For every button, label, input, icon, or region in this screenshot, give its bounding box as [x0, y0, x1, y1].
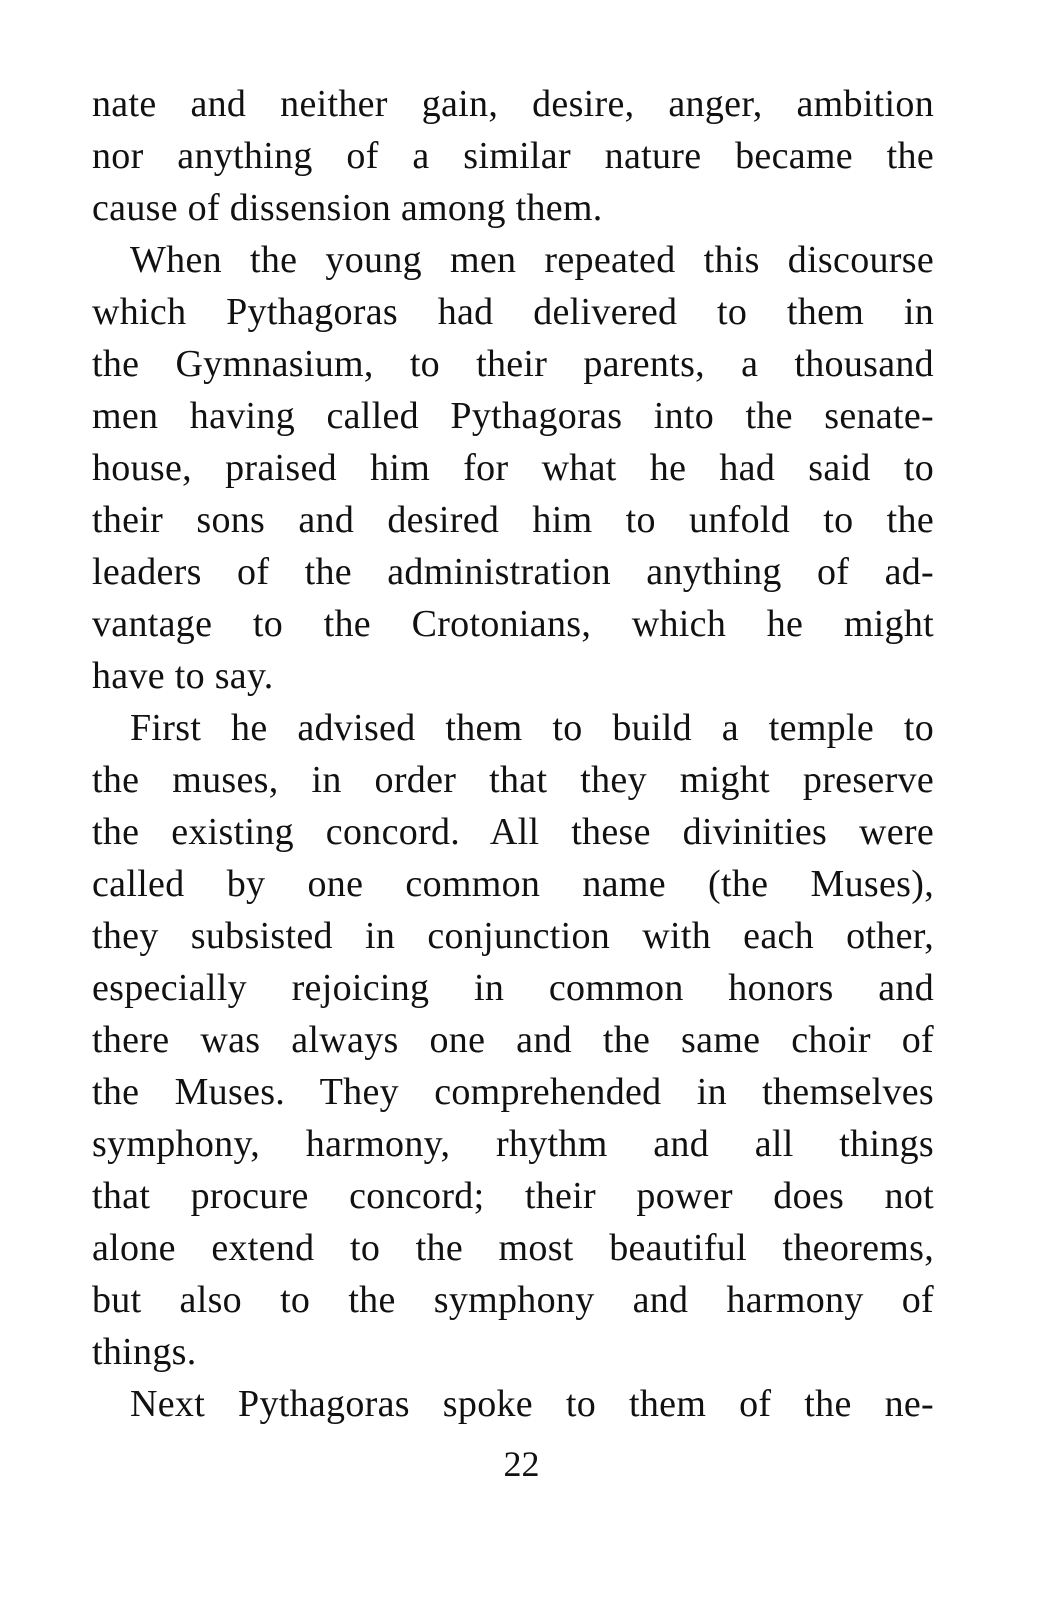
text-line: have to say. [92, 655, 274, 697]
text-line: First he advised them to build a temple to [130, 707, 934, 749]
text-line: Next Pythagoras spoke to them of the ne- [130, 1383, 934, 1425]
text-line: men having called Pythagoras into the senate- [92, 395, 934, 437]
text-line: they subsisted in conjunction with each other, [92, 915, 934, 957]
text-line: which Pythagoras had delivered to them in [92, 291, 934, 333]
text-line: the Gymnasium, to their parents, a thousand [92, 343, 934, 385]
paragraph [92, 702, 934, 1378]
page-number: 22 [503, 1444, 540, 1484]
text-line: alone extend to the most beautiful theorems, [92, 1227, 934, 1269]
paragraph [92, 234, 934, 702]
text-line: things. [92, 1331, 197, 1373]
text-line: there was always one and the same choir of [92, 1019, 934, 1061]
text-line: the Muses. They comprehended in themselves [92, 1071, 934, 1113]
paragraph [92, 78, 934, 234]
text-line: nor anything of a similar nature became the [92, 135, 934, 177]
text-line: their sons and desired him to unfold to the [92, 499, 934, 541]
text-line: When the young men repeated this discourse [130, 239, 934, 281]
text-line: symphony, harmony, rhythm and all things [92, 1123, 934, 1165]
paragraph [92, 1378, 934, 1430]
text-line: the existing concord. All these divinities were [92, 811, 934, 853]
text-line: vantage to the Crotonians, which he might [92, 603, 934, 645]
text-line: the muses, in order that they might preserve [92, 759, 934, 801]
text-line: nate and neither gain, desire, anger, ambition [92, 83, 934, 125]
body-text [92, 78, 934, 1430]
text-line: especially rejoicing in common honors and [92, 967, 934, 1009]
text-line: leaders of the administration anything of ad- [92, 551, 934, 593]
text-line: called by one common name (the Muses), [92, 863, 934, 905]
text-line: cause of dissension among them. [92, 187, 603, 229]
text-line: house, praised him for what he had said to [92, 447, 934, 489]
text-line: that procure concord; their power does not [92, 1175, 934, 1217]
text-line: but also to the symphony and harmony of [92, 1279, 934, 1321]
